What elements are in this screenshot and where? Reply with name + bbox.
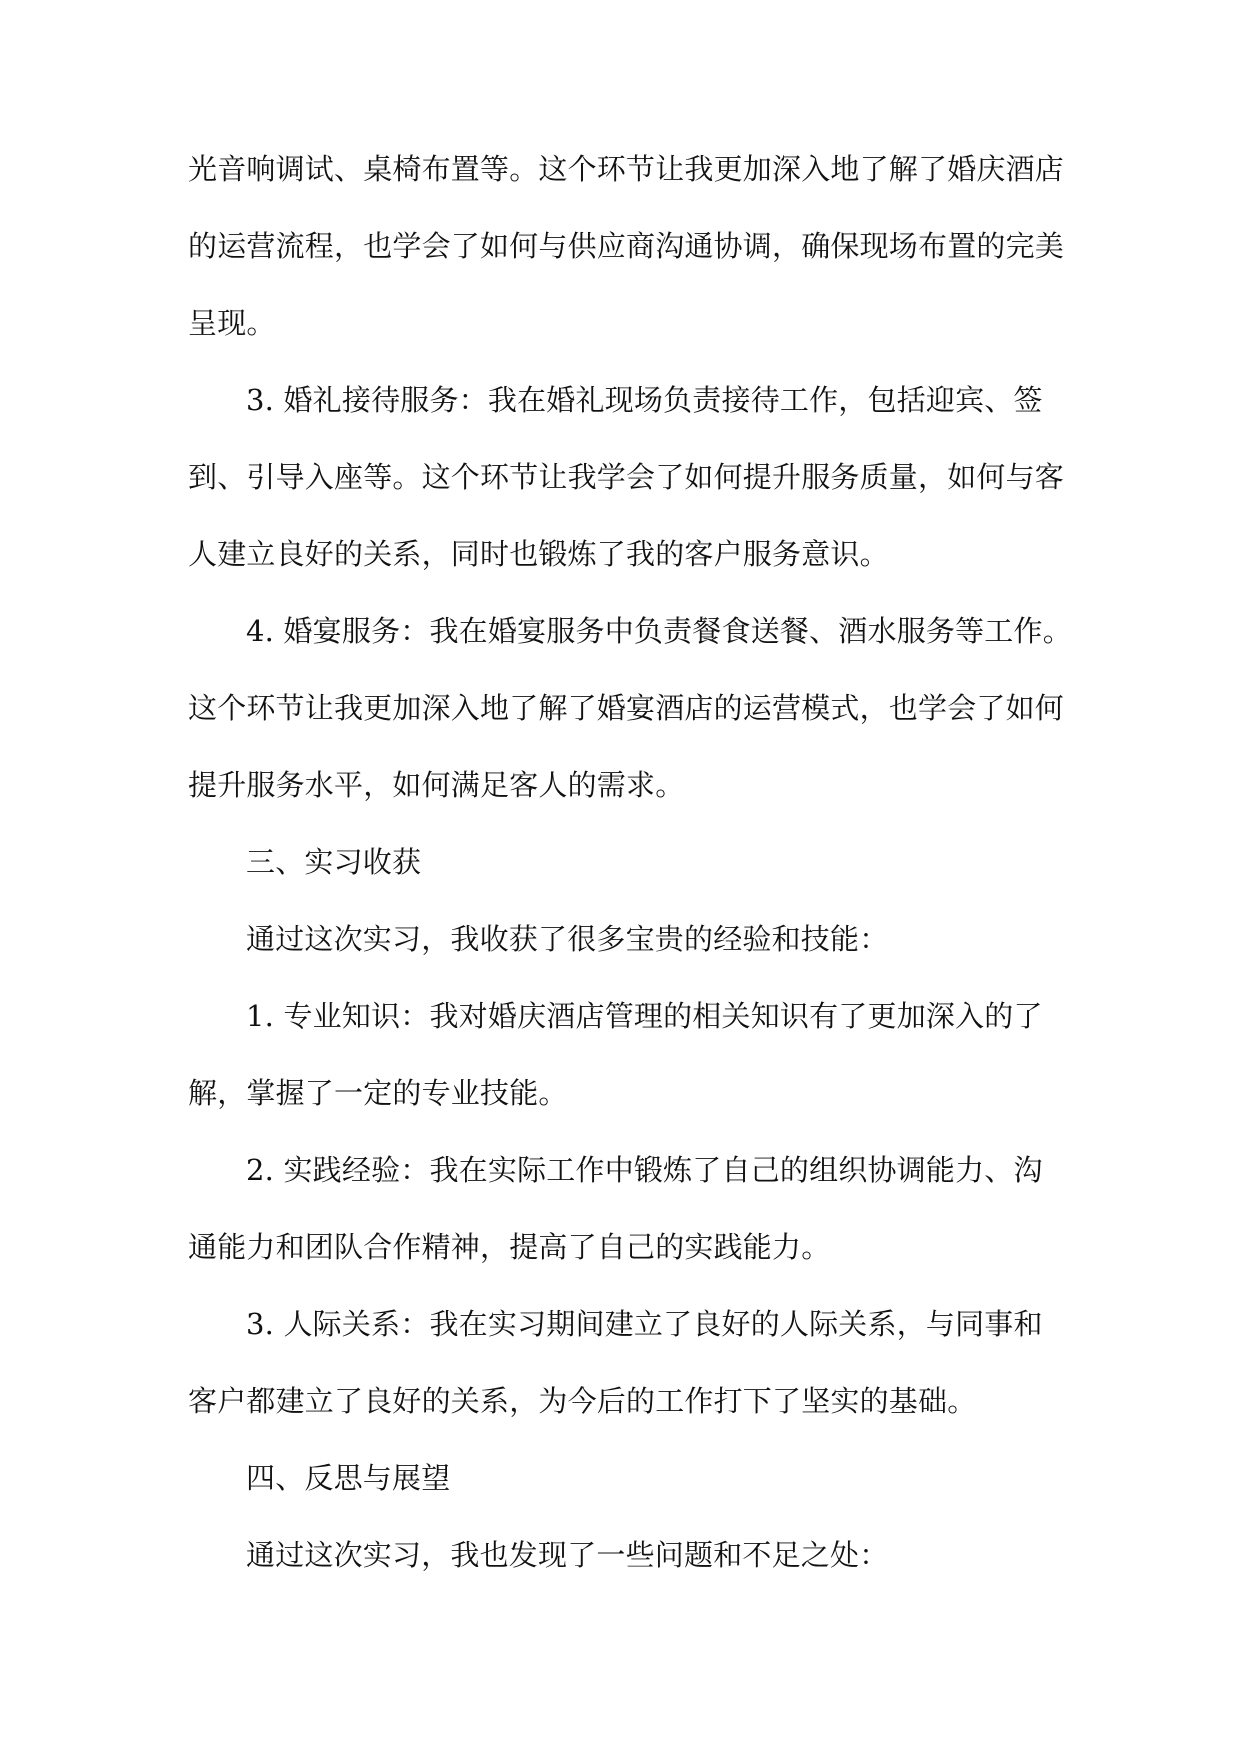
- text-line: 提升服务水平，如何满足客人的需求。: [188, 768, 685, 802]
- text-line: 客户都建立了良好的关系，为今后的工作打下了坚实的基础。: [188, 1384, 977, 1418]
- text-line: 通能力和团队合作精神，提高了自己的实践能力。: [188, 1230, 831, 1264]
- text-line: 到、引导入座等。这个环节让我学会了如何提升服务质量，如何与客: [188, 460, 1065, 494]
- text-line: 解，掌握了一定的专业技能。: [188, 1076, 568, 1110]
- list-item-heading: 3. 婚礼接待服务：我在婚礼现场负责接待工作，包括迎宾、签: [246, 383, 1043, 417]
- text-line: 人建立良好的关系，同时也锻炼了我的客户服务意识。: [188, 537, 889, 571]
- text-line: 的运营流程，也学会了如何与供应商沟通协调，确保现场布置的完美: [188, 229, 1065, 263]
- text-line: 这个环节让我更加深入地了解了婚宴酒店的运营模式，也学会了如何: [188, 691, 1065, 725]
- text-line: 呈现。: [188, 306, 276, 340]
- list-item-heading: 3. 人际关系：我在实习期间建立了良好的人际关系，与同事和: [246, 1307, 1043, 1341]
- text-line: 光音响调试、桌椅布置等。这个环节让我更加深入地了解了婚庆酒店: [188, 152, 1065, 186]
- section-heading: 三、实习收获: [246, 845, 422, 879]
- list-item-heading: 1. 专业知识：我对婚庆酒店管理的相关知识有了更加深入的了: [246, 999, 1043, 1033]
- section-heading: 四、反思与展望: [246, 1461, 451, 1495]
- list-item-heading: 4. 婚宴服务：我在婚宴服务中负责餐食送餐、酒水服务等工作。: [246, 614, 1072, 648]
- list-item-heading: 2. 实践经验：我在实际工作中锻炼了自己的组织协调能力、沟: [246, 1153, 1043, 1187]
- paragraph-intro: 通过这次实习，我也发现了一些问题和不足之处：: [246, 1538, 889, 1572]
- paragraph-intro: 通过这次实习，我收获了很多宝贵的经验和技能：: [246, 922, 889, 956]
